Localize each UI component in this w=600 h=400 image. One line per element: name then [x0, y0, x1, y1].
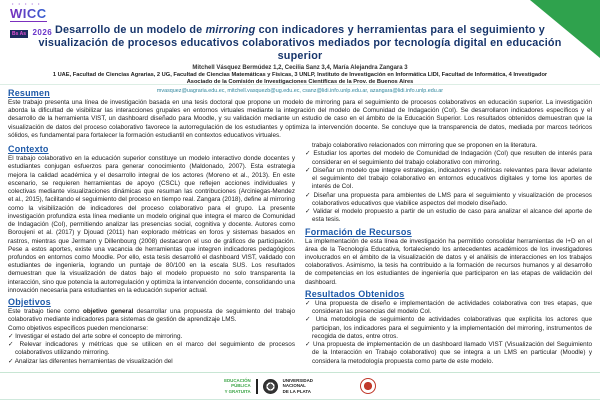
objetivos-list-right: [305, 150, 592, 224]
unlp-crest-icon: [263, 379, 278, 394]
poster-title: [24, 24, 576, 63]
contexto-heading: Contexto: [8, 144, 49, 155]
resultados-heading: Resultados Obtenidos: [305, 288, 405, 299]
affiliations-line: 1 UAE, Facultad de Ciencias Agrarias, 2 UG, Facultad de Ciencias Matemáticas y Físicas, 3 UNLP, Instituto de Investigación en Informática LIDI, Facultad de Informática, 4 Investigador Asociado de la Comisión de Investigaciones Científicas de la Prov. de Buenos Aires: [52, 71, 548, 86]
footer-logos-band: [0, 372, 600, 397]
formacion-heading: Formación de Recursos: [305, 226, 412, 237]
formacion-body: La implementación de esta línea de investigación ha permitido consolidar herramientas de I+D en el área de la Tecnología Educativa, fortaleciendo los antecedentes académicos de los investigadores involucrados en el ámbito de la visualización de datos y el análisis de interacciones en los trabajos colaborativos. Asimismo, la tesis ha contribuido a la formación de recursos humanos y al desarrollo de competencias en los estudiantes de ingeniería que participaron en las etapas de validación del dashboard.: [305, 237, 592, 286]
two-column-area: [8, 142, 592, 366]
list-item: [305, 167, 592, 192]
objetivos-continuation: trabajo colaborativo relacionados con mirroring que se proponen en la literatura.: [312, 142, 537, 150]
edu-line: Y GRATUITA: [224, 388, 251, 394]
footer-divider-bar: [256, 379, 258, 394]
wicc-logo-text: WICC: [10, 6, 47, 21]
list-item: [305, 150, 592, 166]
unlp-line: NACIONAL: [282, 383, 306, 389]
unlp-line: DE LA PLATA: [282, 388, 311, 394]
wicc-logo-city: Bs As: [12, 31, 26, 37]
unlp-line: UNIVERSIDAD: [282, 378, 313, 384]
list-item-text: Diseñar una propuesta para ambientes de LMS para el seguimiento y visualización de procesos colaborativos educativos que viabilice aspectos del modelo diseñado.: [312, 191, 592, 207]
edu-line: EDUCACIÓN: [224, 378, 251, 384]
list-item: [8, 333, 295, 341]
right-column: [305, 142, 592, 366]
list-item-text: Diseñar un modelo que integre estrategias, indicadores y métricas relevantes para llevar adelante el seguimiento del trabajo colaborativo en entornos educativos digitales y tome los aportes de interés de CoI.: [312, 166, 592, 191]
edu-line: PÚBLICA: [231, 383, 251, 389]
objetivos-intro-bold: objetivo general: [82, 308, 134, 316]
list-item-text: Estudiar los aportes del modelo de Comunidad de Indagación (CoI) que resulten de interés para considerar en el seguimiento del trabajo colaborativo con mirroring.: [312, 150, 592, 166]
objetivos-list-left: [8, 333, 295, 366]
poster-content: [8, 86, 592, 366]
authors-line: Mitchell Vásquez Bermúdez 1,2, Cecilia Sanz 3,4, María Alejandra Zangara 3: [192, 64, 408, 71]
emails-line[interactable]: mvasquez@uagraria.edu.ec, mitchell.vasquezb@ug.edu.ec, csanz@lidi.info.unlp.edu.ar, azangara@lidi.info.unlp.edu.ar: [156, 87, 444, 94]
list-item-text: Una propuesta de diseño e implementación de actividades colaborativa con tres etapas, que consideran las presencias del modelo CoI.: [312, 299, 593, 316]
wicc-logo-dots-icon: • • • • •: [12, 1, 42, 6]
check-icon: ✓: [305, 150, 311, 158]
resumen-heading: Resumen: [8, 88, 50, 98]
check-icon: ✓: [8, 357, 14, 365]
list-item-text: Investigar el estado del arte sobre el concepto de mirroring.: [15, 332, 183, 340]
unlp-logo-text: [283, 378, 313, 393]
list-item: [305, 192, 592, 208]
list-item: [8, 341, 295, 357]
check-icon: ✓: [305, 208, 311, 216]
list-item-text: Una metodología de seguimiento de actividades colaborativas que explicita los actores que participan, los indicadores para el seguimiento y la implementación del mirroring, instrumentos de recogida de datos, entre otros.: [312, 316, 593, 340]
list-item: [305, 316, 592, 341]
title-post: con indicadores y herramientas para el seguimiento y visualización de procesos educativos colaborativos mediados por tecnología digital en educación superior: [38, 24, 562, 62]
university-red-seal-icon: [360, 378, 376, 394]
left-column: [8, 142, 295, 366]
list-item-text: Analizar las diferentes herramientas de visualización del: [14, 357, 173, 365]
check-icon: ✓: [305, 166, 311, 174]
objetivos-intro2: Como objetivos específicos pueden mencionarse:: [8, 324, 148, 332]
check-icon: ✓: [305, 341, 311, 349]
check-icon: ✓: [8, 341, 16, 349]
resultados-list: [305, 300, 592, 366]
list-item: [305, 208, 592, 224]
educacion-publica-logo-text: [224, 378, 251, 393]
wicc-logo-year: 2026: [32, 28, 53, 37]
objetivos-intro-pre: Este trabajo tiene como: [8, 308, 83, 316]
check-icon: ✓: [305, 191, 312, 199]
list-item: [305, 300, 592, 316]
title-pre: Desarrollo de un modelo de: [54, 24, 206, 36]
list-item: [305, 341, 592, 366]
list-item-text: Una propuesta de implementación de un dashboard llamado VIST (Visualización del Seguimiento de la Interacción en Trabajo colaborativo) que se integra a un LMS en particular (Moodle) y considera la metodología propuesta como parte de este modelo.: [312, 341, 592, 365]
objetivos-heading: Objetivos: [8, 297, 51, 308]
objetivos-intro-post: desarrollar una propuesta de seguimiento del trabajo colaborativo mediante indicadores para sistemas de gestión de aprendizaje LMS.: [8, 308, 295, 324]
check-icon: ✓: [305, 316, 313, 324]
check-icon: ✓: [305, 299, 312, 307]
contexto-body: El trabajo colaborativo en la educación superior constituye un modelo interactivo donde docentes y estudiantes conjugan esfuerzos para generar conocimiento (Maldonado, 2007). Esta estrategia mejora la calidad académica y el desarrollo integral de los actores (Moreno et al., 2013). En este escenario, se requieren herramientas de apoyo (CSCL) que reflejen acciones individuales y colectivas mediante visualizaciones dinámicas que resuman las contribuciones (Arciniegas-Mendez et al., 2015), facilitando el seguimiento del proceso en tiempo real. Zangara (2018), define al mirroring como la visibilización de indicadores del proceso colaborativo para el grupo. La presente investigación profundiza esta línea mediante un modelo original que integra el marco de Comunidad de Indagación (CoI), permitiendo analizar las presencias social, cognitiva y docente. Autores como Boroujeni et al. (2017) y Djouad (2011) han explorado métricas en foros y sistemas basados en rastros, mientras que Jermann y Dillenbourg (2008) destacaron el uso de gráficos de participación. Pese a estos aportes, existe una vacancia de herramientas que integren indicadores pedagógicos profundos en entornos como Moodle. Por ello, esta tesis desarrolló el dashboard VIST, validado con estudiantes de ingeniería, logrando un puntaje de 80/100 en la escala SUS. Los resultados demuestran que la visualización de datos bajo el modelo propuesto no solo transparenta la interacción, sino que potencia la autorregulación y optimiza la intervención docente, consolidando una innovación necesaria para estudiantes en la educación superior actual.: [8, 155, 295, 294]
list-item: [8, 358, 295, 366]
list-item-text: Validar el modelo propuesto a partir de un estudio de caso para analizar el alcance del aporte de esta tesis.: [312, 208, 592, 224]
check-icon: ✓: [8, 332, 14, 340]
title-italic-term: mirroring: [205, 24, 256, 36]
list-item-text: Relevar indicadores y métricas que se utilicen en el marco del seguimiento de procesos colaborativos utilizando mirroring.: [15, 341, 295, 357]
objetivos-intro: [8, 308, 295, 324]
resumen-body: Este trabajo presenta una línea de investigación basada en una tesis doctoral que propone un modelo de mirroring para el seguimiento de procesos colaborativos en educación superior. La investigación aborda la dificultad de visibilizar las interacciones grupales en entornos virtuales mediante la integración del modelo de Comunidad de Indagación (CoI). Se desarrollaron indicadores específicos y el desarrollo de la herramienta VIST, un dashboard diseñado para Moodle, y su validación mediante un estudio de caso en el ámbito de la Educación Superior. Los resultados obtenidos demuestran que la visualización de datos del proceso colaborativo favorece la autorregulación de los estudiantes y optimiza la intervención docente. Se concluye que la transparencia de datos, mediada por marcos teóricos sólidos, es fundamental para fortalecer la formación estudiantil en contextos educativos virtuales.: [8, 99, 592, 139]
header-divider: [0, 84, 600, 85]
